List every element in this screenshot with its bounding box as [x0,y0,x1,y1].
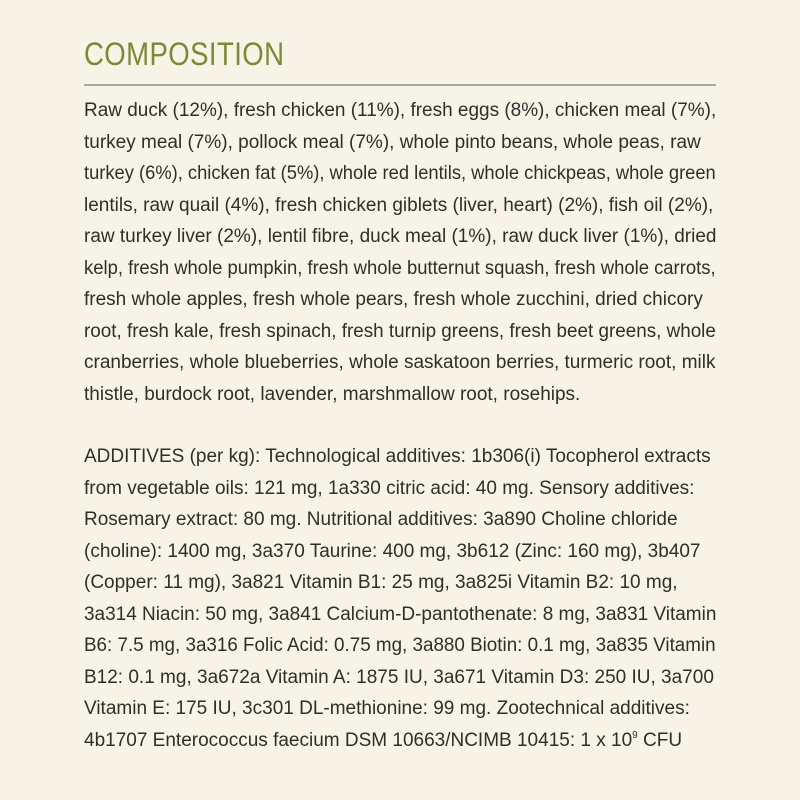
additives-line: (choline): 1400 mg, 3a370 Taurine: 400 mg, 3b612 (Zinc: 160 mg), 3b407 [84,540,701,562]
composition-line: turkey (6%), chicken fat (5%), whole red lentils, whole chickpeas, whole green [84,163,716,184]
composition-line: lentils, raw quail (4%), fresh chicken giblets (liver, heart) (2%), fish oil (2%), [84,194,714,216]
additives-line: (Copper: 11 mg), 3a821 Vitamin B1: 25 mg, 3a825i Vitamin B2: 10 mg, [84,572,678,593]
additives-last-line [84,725,716,757]
composition-line: raw turkey liver (2%), lentil fibre, duck meal (1%), raw duck liver (1%), dried [84,226,717,247]
composition-line: cranberries, whole blueberries, whole saskatoon berries, turmeric root, milk [84,352,716,373]
additives-line: ADDITIVES (per kg): Technological additives: 1b306(i) Tocopherol extracts [84,446,711,467]
additives-paragraph [84,441,716,756]
composition-line: fresh whole apples, fresh whole pears, fresh whole zucchini, dried chicory [84,289,703,310]
composition-line: turkey meal (7%), pollock meal (7%), whole pinto beans, whole peas, raw [84,131,701,153]
composition-line: root, fresh kale, fresh spinach, fresh turnip greens, fresh beet greens, whole [84,320,716,342]
composition-paragraph [84,95,716,410]
composition-heading: COMPOSITION [84,36,285,72]
composition-line: Raw duck (12%), fresh chicken (11%), fresh eggs (8%), chicken meal (7%), [84,100,717,121]
additives-line: B6: 7.5 mg, 3a316 Folic Acid: 0.75 mg, 3a880 Biotin: 0.1 mg, 3a835 Vitamin [84,635,716,656]
cfu-exponent: 9 [632,729,638,741]
composition-line: thistle, burdock root, lavender, marshmallow root, rosehips. [84,383,581,405]
additives-line: Rosemary extract: 80 mg. Nutritional additives: 3a890 Choline chloride [84,509,678,530]
additives-line: 3a314 Niacin: 50 mg, 3a841 Calcium-D-pantothenate: 8 mg, 3a831 Vitamin [84,603,717,625]
additives-line: from vegetable oils: 121 mg, 1a330 citric acid: 40 mg. Sensory additives: [84,477,695,499]
additives-line: B12: 0.1 mg, 3a672a Vitamin A: 1875 IU, 3a671 Vitamin D3: 250 IU, 3a700 [84,666,714,688]
heading-divider [84,84,716,86]
cfu-text: 4b1707 Enterococcus faecium DSM 10663/NCIMB 10415: 1 x 10 [84,729,633,751]
additives-line: Vitamin E: 175 IU, 3c301 DL-methionine: 99 mg. Zootechnical additives: [84,698,690,719]
cfu-unit: CFU [637,729,683,751]
composition-line: kelp, fresh whole pumpkin, fresh whole butternut squash, fresh whole carrots, [84,257,716,279]
